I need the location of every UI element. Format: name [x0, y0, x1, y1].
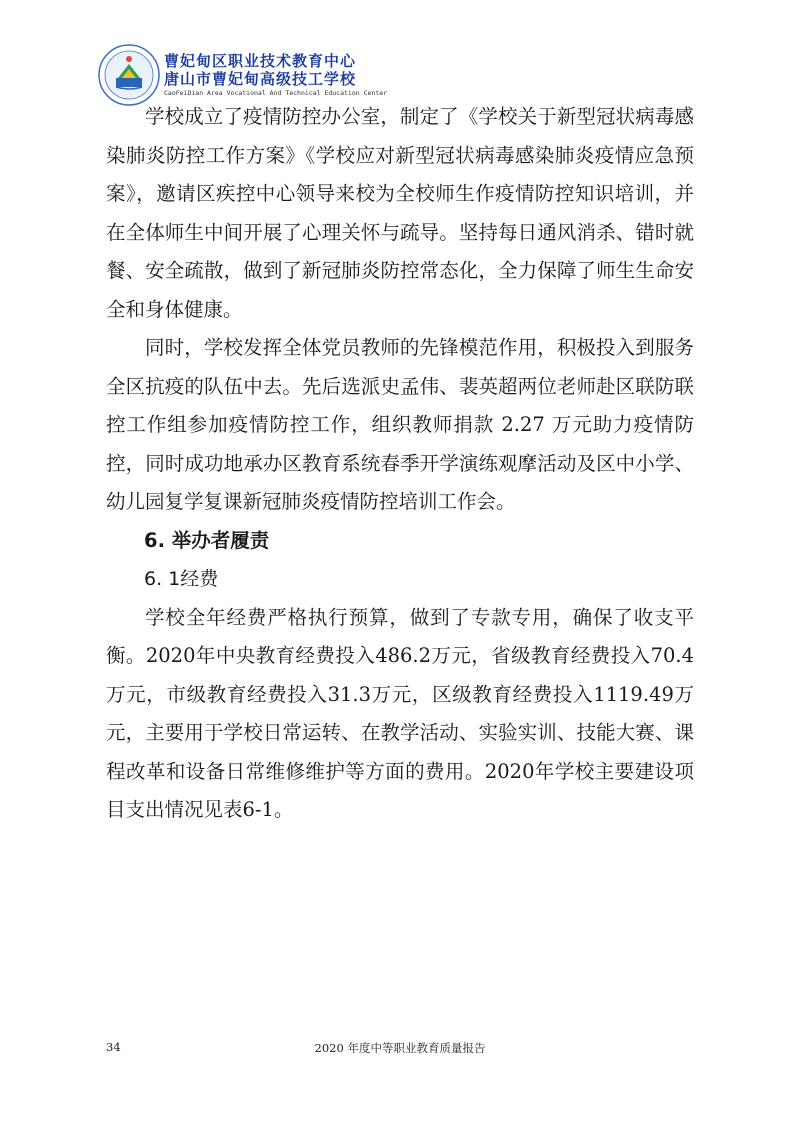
page-number: 34: [106, 1040, 121, 1054]
school-name-secondary: 唐山市曹妃甸高级技工学校: [164, 70, 357, 88]
body-paragraph: 学校成立了疫情防控办公室，制定了《学校关于新型冠状病毒感染肺炎防控工作方案》《学校应对新型冠状病毒感染肺炎疫情应急预案》，邀请区疾控中心领导来校为全校师生作疫情防控知识培训，并在全体师生中间开展了心理关怀与疏导。坚持每日通风消杀、错时就餐、安全疏散，做到了新冠肺炎防控常态化，全力保障了师生生命安全和身体健康。: [106, 105, 694, 321]
document-body: [106, 98, 694, 830]
school-names: [164, 52, 387, 98]
school-name-english: CaoFeiDian Area Vocational And Technical Education Center: [164, 89, 388, 97]
report-title: 2020 年度中等职业教育质量报告: [314, 1041, 486, 1055]
school-name-primary: 曹妃甸区职业技术教育中心: [164, 52, 357, 70]
page-footer: [106, 1040, 694, 1058]
subsection-heading: 6. 1经费: [144, 568, 219, 590]
section-heading: 6. 举办者履责: [144, 528, 270, 552]
body-paragraph: 同时，学校发挥全体党员教师的先锋模范作用，积极投入到服务全区抗疫的队伍中去。先后选派史孟伟、裴英超两位老师赴区联防联控工作组参加疫情防控工作，组织教师捐款 2.27 万元助力疫情防控，同时成功地承办区教育系统春季开学演练观摩活动及区中小学、幼儿园复学复课新冠肺炎疫情防控培训工作会。: [106, 336, 694, 513]
school-logo: [98, 44, 160, 106]
body-paragraph: 学校全年经费严格执行预算，做到了专款专用，确保了收支平衡。2020年中央教育经费投入486.2万元，省级教育经费投入70.4万元，市级教育经费投入31.3万元，区级教育经费投入1119.49万元，主要用于学校日常运转、在教学活动、实验实训、技能大赛、课程改革和设备日常维修维护等方面的费用。2020年学校主要建设项目支出情况见表6-1。: [106, 605, 694, 821]
page-header: [98, 44, 698, 104]
